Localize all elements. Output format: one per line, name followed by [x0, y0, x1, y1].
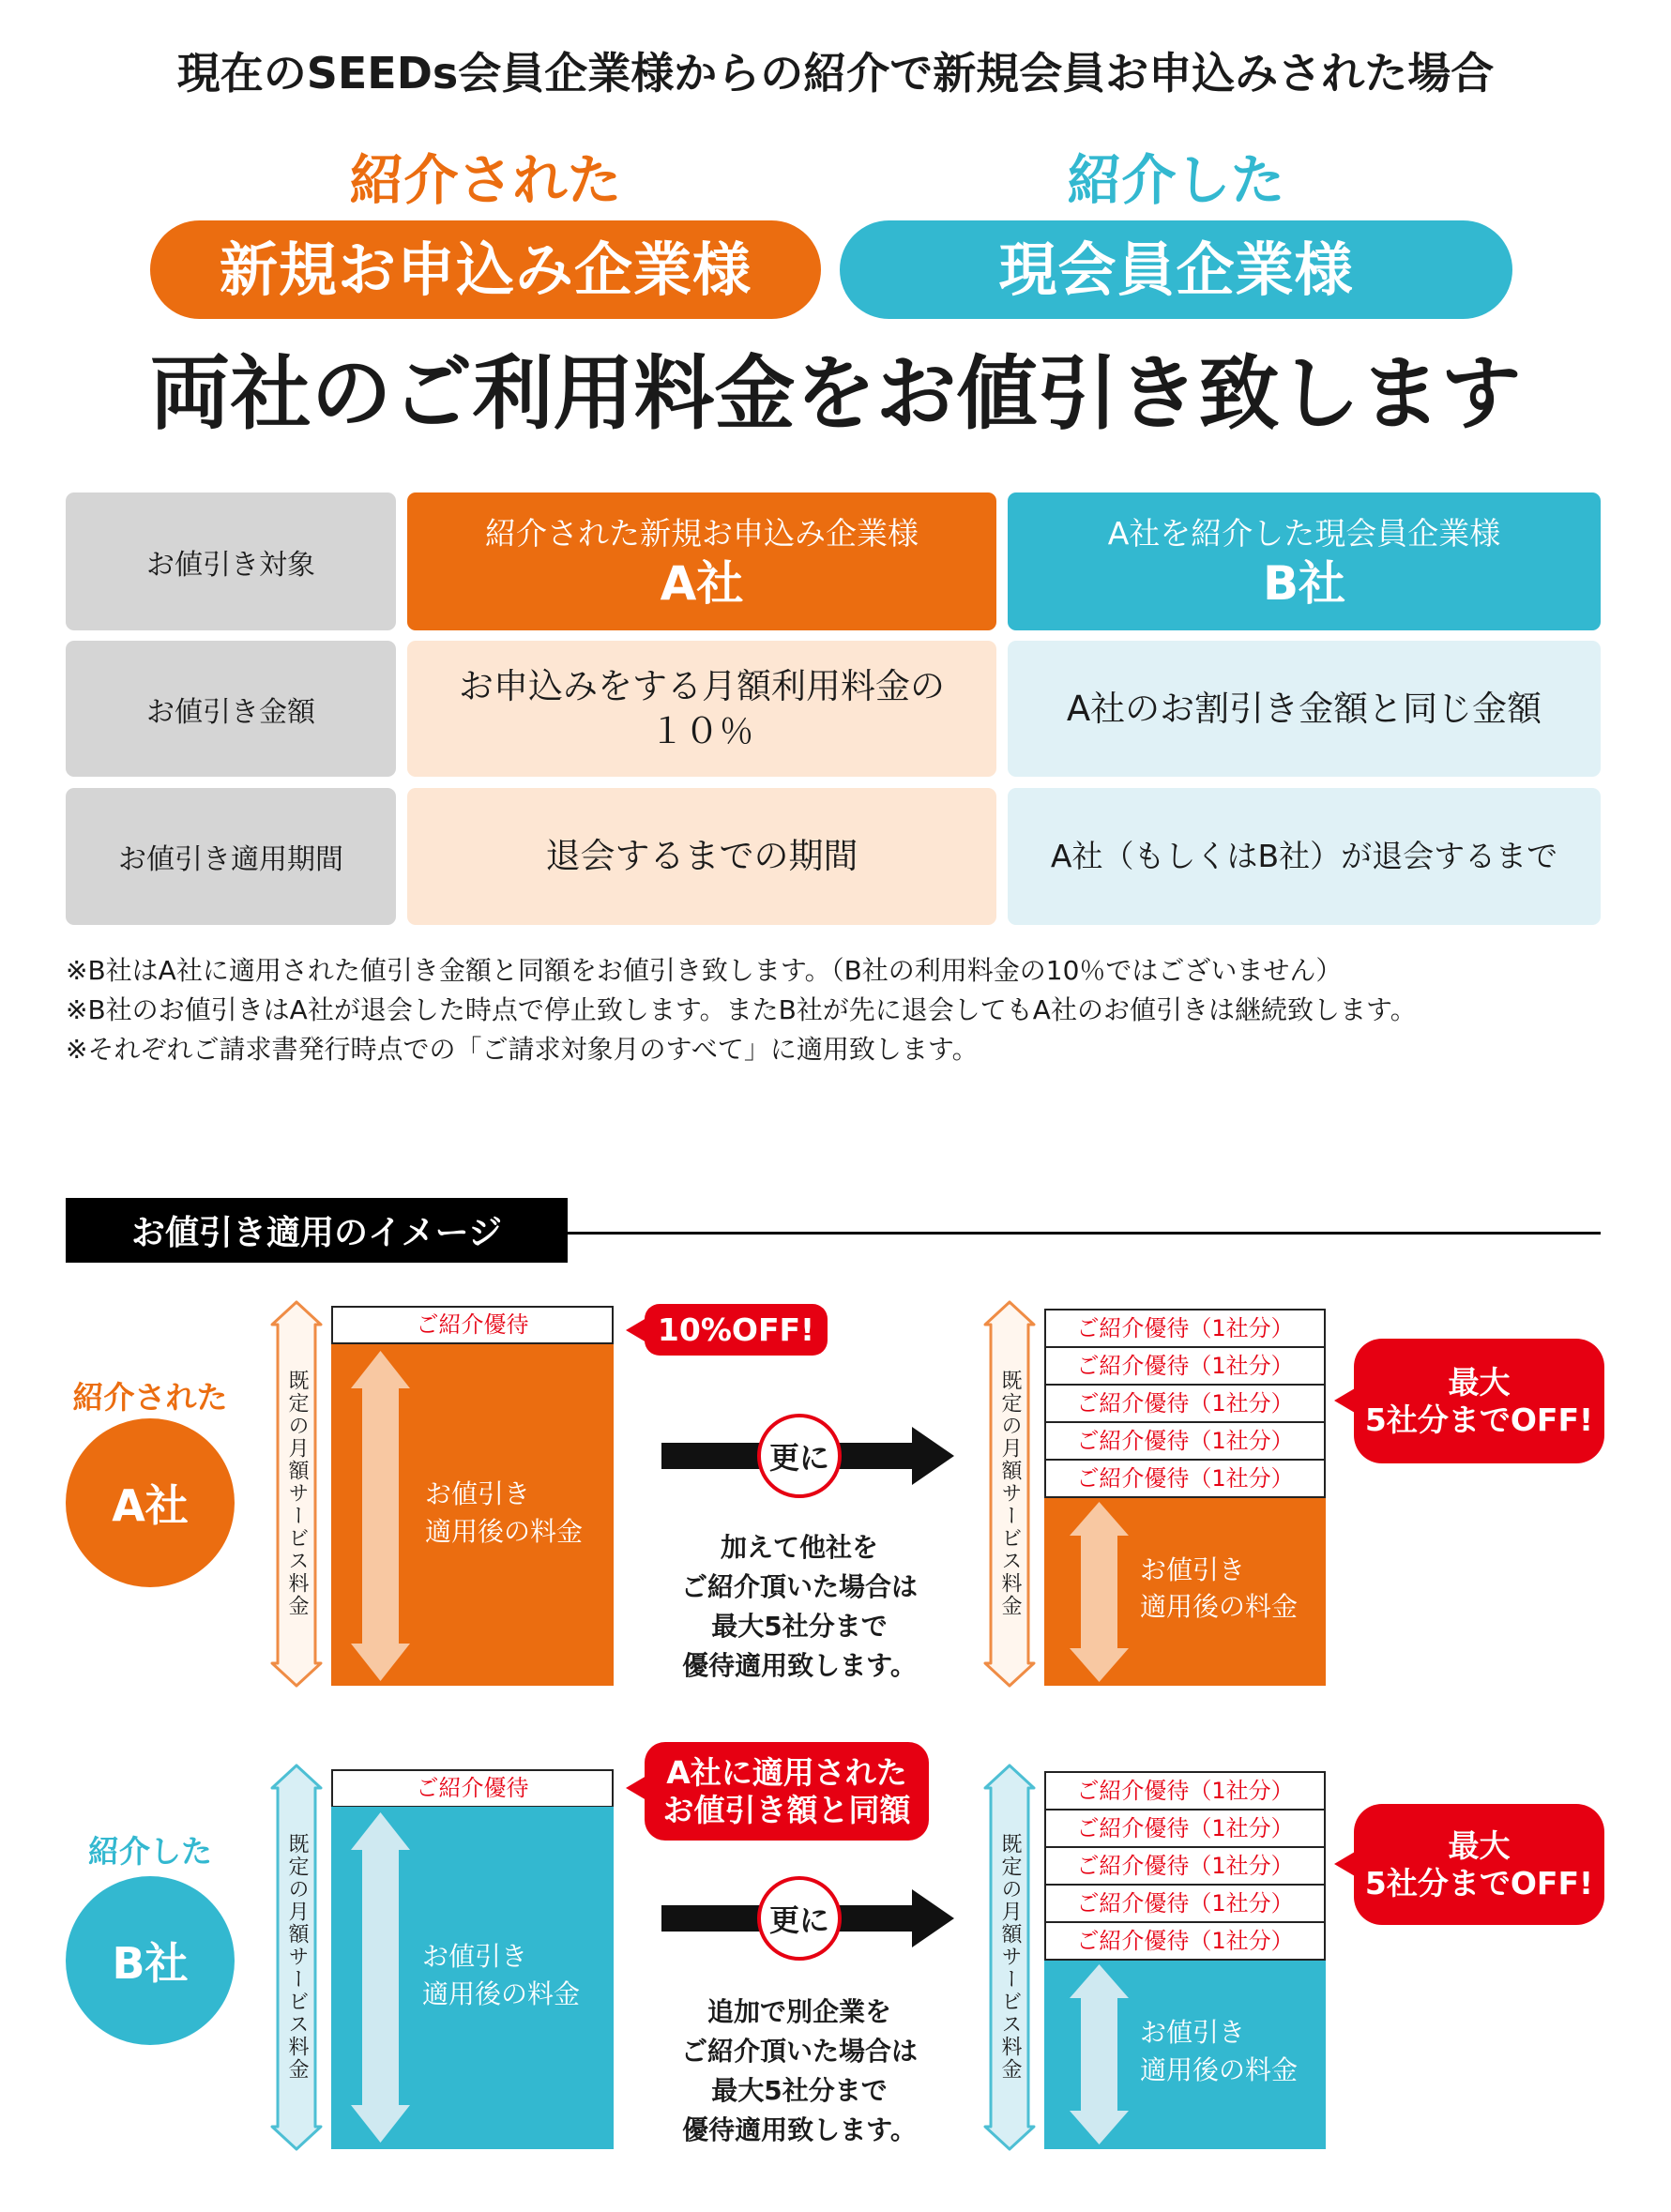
company-a-name: A社 [660, 555, 744, 611]
after-discount-label-1: お値引き [1140, 1554, 1246, 1585]
referral-benefit-stack [1044, 1771, 1326, 1961]
monthly-fee-label: 既定の月額サービス料金 [285, 1833, 309, 2081]
referral-benefit-stack [1044, 1309, 1326, 1498]
company-a-amount-percent: １０％ [649, 710, 754, 751]
company-a-amount-line: お申込みをする月額利用料金の [459, 665, 945, 706]
current-member-pill: 現会員企業様 [840, 220, 1512, 319]
row-label-target: お値引き対象 [66, 492, 396, 630]
section-title: お値引き適用のイメージ [66, 1198, 568, 1263]
referred-caption: 紹介された [349, 148, 622, 212]
benefit-stack-item: ご紹介優待（1社分） [1044, 1459, 1326, 1498]
company-a-period-text: 退会するまでの期間 [545, 836, 858, 876]
headline: 両社のご利用料金をお値引き致します [149, 347, 1522, 441]
discount-callout-text: 10%OFF! [657, 1311, 815, 1348]
company-b-badge: B社 [66, 1876, 235, 2045]
benefit-stack-item: ご紹介優待（1社分） [1044, 1846, 1326, 1886]
company-a-badge: A社 [66, 1418, 235, 1587]
after-discount-double-arrow-icon [351, 1812, 410, 2143]
benefit-stack-item: ご紹介優待（1社分） [1044, 1346, 1326, 1386]
company-a-description: 紹介された新規お申込み企業様 [485, 514, 919, 552]
referral-benefit-box: ご紹介優待 [331, 1306, 614, 1344]
after-discount-label-1: お値引き [422, 1941, 528, 1972]
after-discount-label-1: お値引き [1140, 2017, 1246, 2048]
company-a-period [407, 788, 996, 925]
explanation-line-4: 優待適用致します。 [682, 1650, 917, 1681]
same-amount-line-2: お値引き額と同額 [662, 1791, 911, 1828]
referral-benefit-box: ご紹介優待 [331, 1769, 614, 1808]
after-discount-label-2: 適用後の料金 [425, 1516, 584, 1547]
after-discount-double-arrow-icon [1070, 1502, 1129, 1682]
callout-pointer [626, 1318, 646, 1342]
company-a-amount [407, 641, 996, 777]
company-b-amount [1008, 641, 1601, 777]
benefit-stack-item: ご紹介優待（1社分） [1044, 1809, 1326, 1848]
company-b-period-text: A社（もしくはB社）が退会するまで [1050, 838, 1558, 874]
max-discount-line-2: 5社分までOFF! [1364, 1864, 1594, 1901]
same-amount-line-1: A社に適用された [666, 1753, 907, 1791]
monthly-fee-label: 既定の月額サービス料金 [998, 1833, 1022, 2081]
row-label-amount: お値引き金額 [66, 641, 396, 777]
max-discount-callout [1354, 1339, 1604, 1463]
diagram-b-caption: 紹介した [88, 1833, 212, 1870]
new-applicant-pill: 新規お申込み企業様 [150, 220, 821, 319]
furthermore-circle: 更に [757, 1876, 842, 1961]
explanation-line-3: 最大5社分まで [711, 2075, 888, 2106]
max-discount-line-1: 最大 [1448, 1363, 1511, 1401]
explanation-line-2: ご紹介頂いた場合は [680, 1571, 918, 1602]
same-amount-callout [645, 1742, 929, 1841]
explanation-line-4: 優待適用致します。 [682, 2114, 917, 2145]
max-discount-callout [1354, 1804, 1604, 1925]
company-b-description: A社を紹介した現会員企業様 [1107, 514, 1501, 552]
max-discount-line-2: 5社分までOFF! [1364, 1401, 1594, 1438]
note-2: ※B社のお値引きはA社が退会した時点で停止致します。またB社が先に退会してもA社のお値引きは継続致します。 [66, 994, 1417, 1025]
row-label-period: お値引き適用期間 [66, 788, 396, 925]
company-b-name: B社 [1262, 555, 1346, 611]
explanation-line-1: 加えて他社を [720, 1532, 878, 1563]
benefit-stack-item: ご紹介優待（1社分） [1044, 1309, 1326, 1348]
callout-pointer [626, 1776, 646, 1800]
referrer-caption: 紹介した [1067, 148, 1285, 212]
after-discount-label-1: お値引き [425, 1478, 531, 1509]
section-divider [568, 1232, 1601, 1235]
explanation-line-1: 追加で別企業を [706, 1996, 891, 2027]
benefit-stack-item: ご紹介優待（1社分） [1044, 1884, 1326, 1923]
monthly-fee-label: 既定の月額サービス料金 [285, 1370, 309, 1617]
note-3: ※それぞれご請求書発行時点での「ご請求対象月のすべて」に適用致します。 [66, 1034, 979, 1065]
callout-pointer [1334, 1388, 1355, 1413]
company-b-header [1008, 492, 1601, 630]
note-1: ※B社はA社に適用された値引き金額と同額をお値引き致します。（B社の利用料金の10％ではございません） [66, 955, 1343, 986]
company-a-header [407, 492, 996, 630]
after-discount-label-2: 適用後の料金 [422, 1978, 581, 2009]
callout-pointer [1334, 1852, 1355, 1876]
explanation-line-3: 最大5社分まで [711, 1611, 888, 1642]
after-discount-label-2: 適用後の料金 [1140, 2054, 1299, 2085]
diagram-a-caption: 紹介された [72, 1379, 228, 1416]
company-b-amount-text: A社のお割引き金額と同じ金額 [1066, 688, 1542, 729]
benefit-stack-item: ご紹介優待（1社分） [1044, 1921, 1326, 1961]
benefit-stack-item: ご紹介優待（1社分） [1044, 1421, 1326, 1461]
after-discount-double-arrow-icon [1070, 1964, 1129, 2144]
intro-line: 現在のSEEDs会員企業様からの紹介で新規会員お申込みされた場合 [176, 48, 1495, 98]
company-b-period [1008, 788, 1601, 925]
benefit-stack-item: ご紹介優待（1社分） [1044, 1384, 1326, 1423]
furthermore-circle: 更に [757, 1414, 842, 1498]
benefit-stack-item: ご紹介優待（1社分） [1044, 1771, 1326, 1811]
after-discount-label-2: 適用後の料金 [1140, 1591, 1299, 1622]
monthly-fee-label: 既定の月額サービス料金 [998, 1370, 1022, 1617]
explanation-line-2: ご紹介頂いた場合は [680, 2036, 918, 2067]
discount-callout [645, 1304, 828, 1356]
max-discount-line-1: 最大 [1448, 1826, 1511, 1864]
after-discount-double-arrow-icon [351, 1351, 410, 1681]
